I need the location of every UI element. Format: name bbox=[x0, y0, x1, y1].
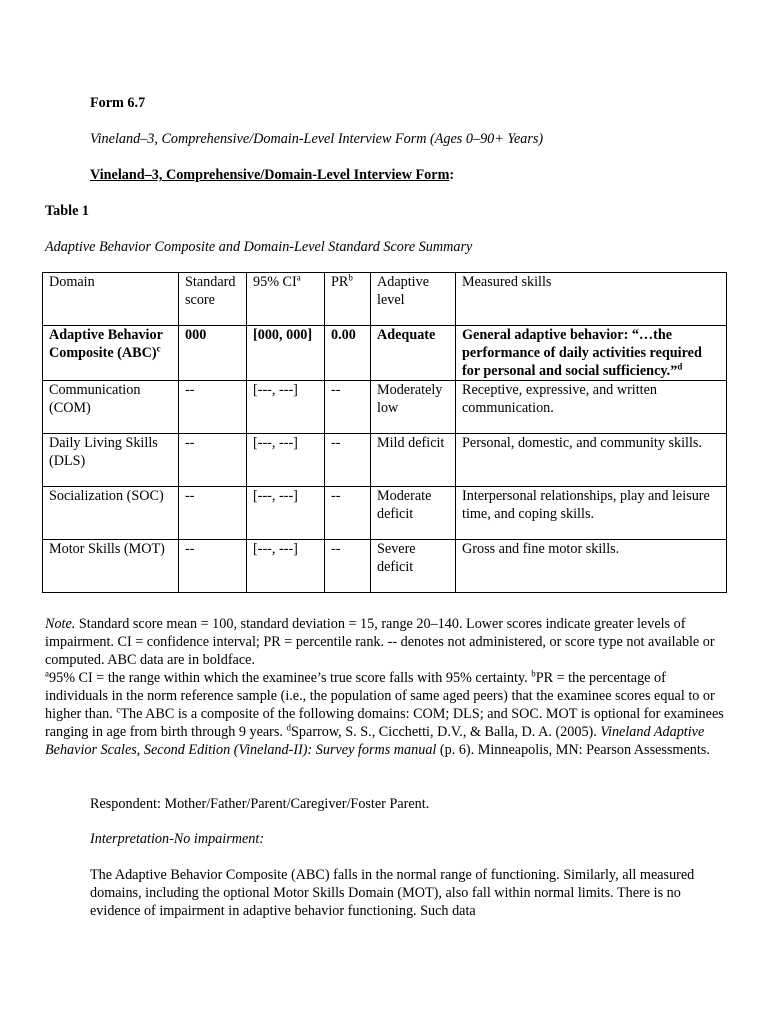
header-pr: $PR^b$ bbox=[325, 273, 371, 326]
cell-adaptive-level: Mild deficit bbox=[371, 434, 456, 487]
header-domain: Domain bbox=[43, 273, 179, 326]
footnote-b: PR = the percentage of individuals in the norm reference sample (i.e., the population of same aged peers) that the examinee scores equal to or higher than. bbox=[45, 670, 715, 722]
cell-standard-score: -- bbox=[179, 487, 247, 540]
header-adaptive-level: Adaptive level bbox=[371, 273, 456, 326]
score-summary-table bbox=[42, 272, 727, 593]
table-caption: Adaptive Behavior Composite and Domain-Level Standard Score Summary bbox=[45, 239, 473, 255]
cell-measured-skills: Personal, domestic, and community skills. bbox=[456, 434, 727, 487]
cell-adaptive-level: Severe deficit bbox=[371, 540, 456, 593]
cell-standard-score: -- bbox=[179, 381, 247, 434]
cell-pr: -- bbox=[325, 381, 371, 434]
section-heading-colon: : bbox=[449, 167, 455, 183]
cell-ci: [---, ---] bbox=[247, 487, 325, 540]
cell-standard-score: 000 bbox=[179, 326, 247, 381]
interpretation-paragraph: The Adaptive Behavior Composite (ABC) falls in the normal range of functioning. Similarly, all measured domains, including the optional Motor Skills Domain (MOT), also fall within normal limits. There is no evidence of impairment in adaptive behavior functioning. Such data bbox=[90, 867, 695, 919]
cell-domain: Adaptive Behavior Composite (ABC)$^c$ bbox=[43, 326, 179, 381]
table-row bbox=[43, 487, 727, 540]
section-heading-text: Vineland–3, Comprehensive/Domain-Level Interview Form bbox=[90, 167, 450, 183]
cell-ci: [000, 000] bbox=[247, 326, 325, 381]
cell-pr: -- bbox=[325, 434, 371, 487]
table-note bbox=[45, 615, 725, 759]
footnote-a: 95% CI = the range within which the examinee’s true score falls with 95% certainty. bbox=[49, 670, 532, 686]
cell-domain: Socialization (SOC) bbox=[43, 487, 179, 540]
note-text: Standard score mean = 100, standard deviation = 15, range 20–140. Lower scores indicate greater levels of impairment. CI = confidence interval; PR = percentile rank. -- denotes not administered, or score type not available or computed. ABC data are in boldface. bbox=[45, 616, 715, 668]
respondent-line: Respondent: Mother/Father/Parent/Caregiver/Foster Parent. bbox=[90, 796, 430, 812]
cell-adaptive-level: Moderately low bbox=[371, 381, 456, 434]
cell-standard-score: -- bbox=[179, 540, 247, 593]
cell-domain: Daily Living Skills (DLS) bbox=[43, 434, 179, 487]
cell-ci: [---, ---] bbox=[247, 540, 325, 593]
form-label: Form 6.7 bbox=[90, 95, 146, 111]
cell-standard-score: -- bbox=[179, 434, 247, 487]
cell-pr: -- bbox=[325, 540, 371, 593]
footnote-d: Sparrow, S. S., Cicchetti, D.V., & Balla, D. A. (2005). bbox=[291, 724, 601, 740]
table-header-row bbox=[43, 273, 727, 326]
section-heading bbox=[90, 166, 454, 184]
table-row bbox=[43, 381, 727, 434]
form-title: Vineland–3, Comprehensive/Domain-Level Interview Form (Ages 0–90+ Years) bbox=[90, 131, 544, 147]
table-label: Table 1 bbox=[45, 203, 90, 219]
header-standard-score: Standard score bbox=[179, 273, 247, 326]
interpretation-heading: Interpretation-No impairment: bbox=[90, 831, 265, 847]
cell-pr: -- bbox=[325, 487, 371, 540]
cell-ci: [---, ---] bbox=[247, 434, 325, 487]
note-label: Note. bbox=[45, 616, 76, 632]
cell-measured-skills: General adaptive behavior: “…the performance of daily activities required for personal and social sufficiency.”$^d$ bbox=[456, 326, 727, 381]
footnote-c: The ABC is a composite of the following domains: COM; DLS; and SOC. MOT is optional for examinees ranging in age from birth through 9 years. bbox=[45, 706, 724, 740]
cell-adaptive-level: Adequate bbox=[371, 326, 456, 381]
cell-adaptive-level: Moderate deficit bbox=[371, 487, 456, 540]
cell-domain: Communication (COM) bbox=[43, 381, 179, 434]
cell-measured-skills: Gross and fine motor skills. bbox=[456, 540, 727, 593]
cell-measured-skills: Receptive, expressive, and written communication. bbox=[456, 381, 727, 434]
cell-measured-skills: Interpersonal relationships, play and leisure time, and coping skills. bbox=[456, 487, 727, 540]
cell-pr: 0.00 bbox=[325, 326, 371, 381]
note-paragraph bbox=[45, 615, 725, 669]
footnote-d-title: Vineland Adaptive Behavior Scales, Second Edition (Vineland-II): Survey forms manual bbox=[45, 724, 705, 758]
table-row bbox=[43, 434, 727, 487]
cell-ci: [---, ---] bbox=[247, 381, 325, 434]
table-row-abc bbox=[43, 326, 727, 381]
header-ci: 95% $CI^a$ bbox=[247, 273, 325, 326]
footnotes-paragraph: $^a$95% CI = the range within which the examinee’s true score falls with 95% certainty. $^b$PR = the percentage of individuals in the norm reference sample (i.e., the population of same aged peers) that the examinee scores equal to or higher than. $^c$The ABC is a composite of the following domains: COM; DLS; and SOC. MOT is optional for examinees ranging in age from birth through 9 years. $^d$Sparrow, S. S., Cicchetti, D.V., & Balla, D. A. (2005). Vineland Adaptive Behavior Scales, Second Edition (Vineland-II): Survey forms manual (p. 6). Minneapolis, MN: Pearson Assessments. bbox=[45, 668, 724, 758]
table-row bbox=[43, 540, 727, 593]
header-measured-skills: Measured skills bbox=[456, 273, 727, 326]
footnote-d-post: (p. 6). Minneapolis, MN: Pearson Assessments. bbox=[436, 742, 710, 758]
cell-domain: Motor Skills (MOT) bbox=[43, 540, 179, 593]
